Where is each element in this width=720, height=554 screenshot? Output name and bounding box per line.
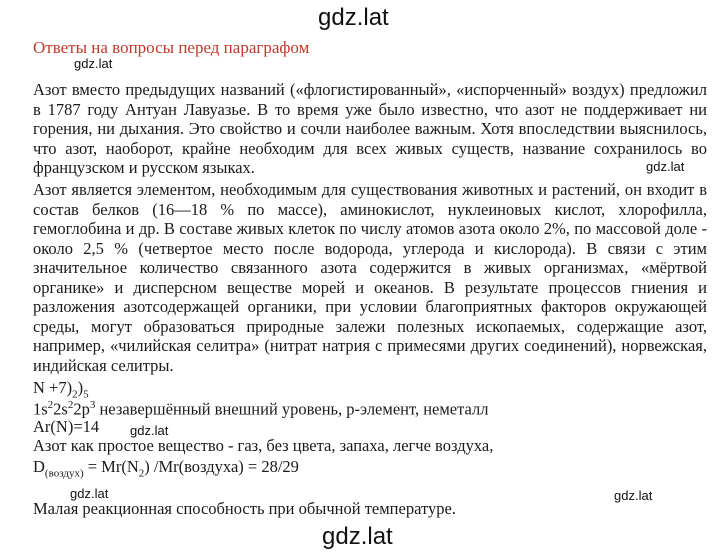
section-heading: Ответы на вопросы перед параграфом [33, 38, 310, 57]
relative-density: $D_{(воздух)} = Mr(N_2)$ /Mr(воздуха) = 28/29 [33, 457, 299, 480]
electron-shell-config: $N +7)_2)_5$ [33, 378, 89, 401]
watermark-top: gdz.lat [318, 4, 389, 31]
reactivity-text: Малая реакционная способность при обычной температуре. [33, 499, 456, 518]
paragraph-biology: Азот является элементом, необходимым для существования животных и растений, он входит в состав белков (16—18 % по массе), аминокислот, нуклеиновых кислот, хлорофилла, гемоглобина и др. В составе живых клеток по числу атомов азота около 2%, по массовой доле - около 2,5 % (четвертое место после водорода, углерода и кислорода). В связи с этим значительное количество связанного азота содержится в живых организмах, «мёртвой органике» и дисперсном веществе морей и океанов. В результате процессов гниения и разложения азотсодержащей органики, при условии благоприятных факторов окружающей среды, могут образоваться природные залежи полезных ископаемых, содержащие азот, например, «чилийская селитра» (нитрат натрия с примесями других соединений), норвежская, индийская селитры. [33, 180, 707, 375]
atomic-mass: Ar(N)=14 [33, 417, 100, 436]
watermark-small: gdz.lat [130, 423, 169, 438]
electron-formula: $1s^22s^22p^3$ незавершённый внешний уровень, р-элемент, неметалл [33, 399, 489, 419]
watermark-small: gdz.lat [70, 486, 109, 501]
watermark-small: gdz.lat [74, 56, 113, 71]
watermark-bottom: gdz.lat [322, 523, 393, 550]
watermark-small: gdz.lat [646, 159, 685, 174]
watermark-small: gdz.lat [614, 488, 653, 503]
paragraph-history: Азот вместо предыдущих названий («флогистированный», «испорченный» воздух) предложил в 1787 году Антуан Лавуазье. В то время уже было известно, что азот не поддерживает ни горения, ни дыхания. Это свойство и сочли наиболее важным. Хотя впоследствии выяснилось, что азот, наоборот, крайне необходим для всех живых существ, название сохранилось во французском и русском языках. [33, 80, 707, 177]
simple-substance-text: Азот как простое вещество - газ, без цвета, запаха, легче воздуха, [33, 436, 494, 455]
